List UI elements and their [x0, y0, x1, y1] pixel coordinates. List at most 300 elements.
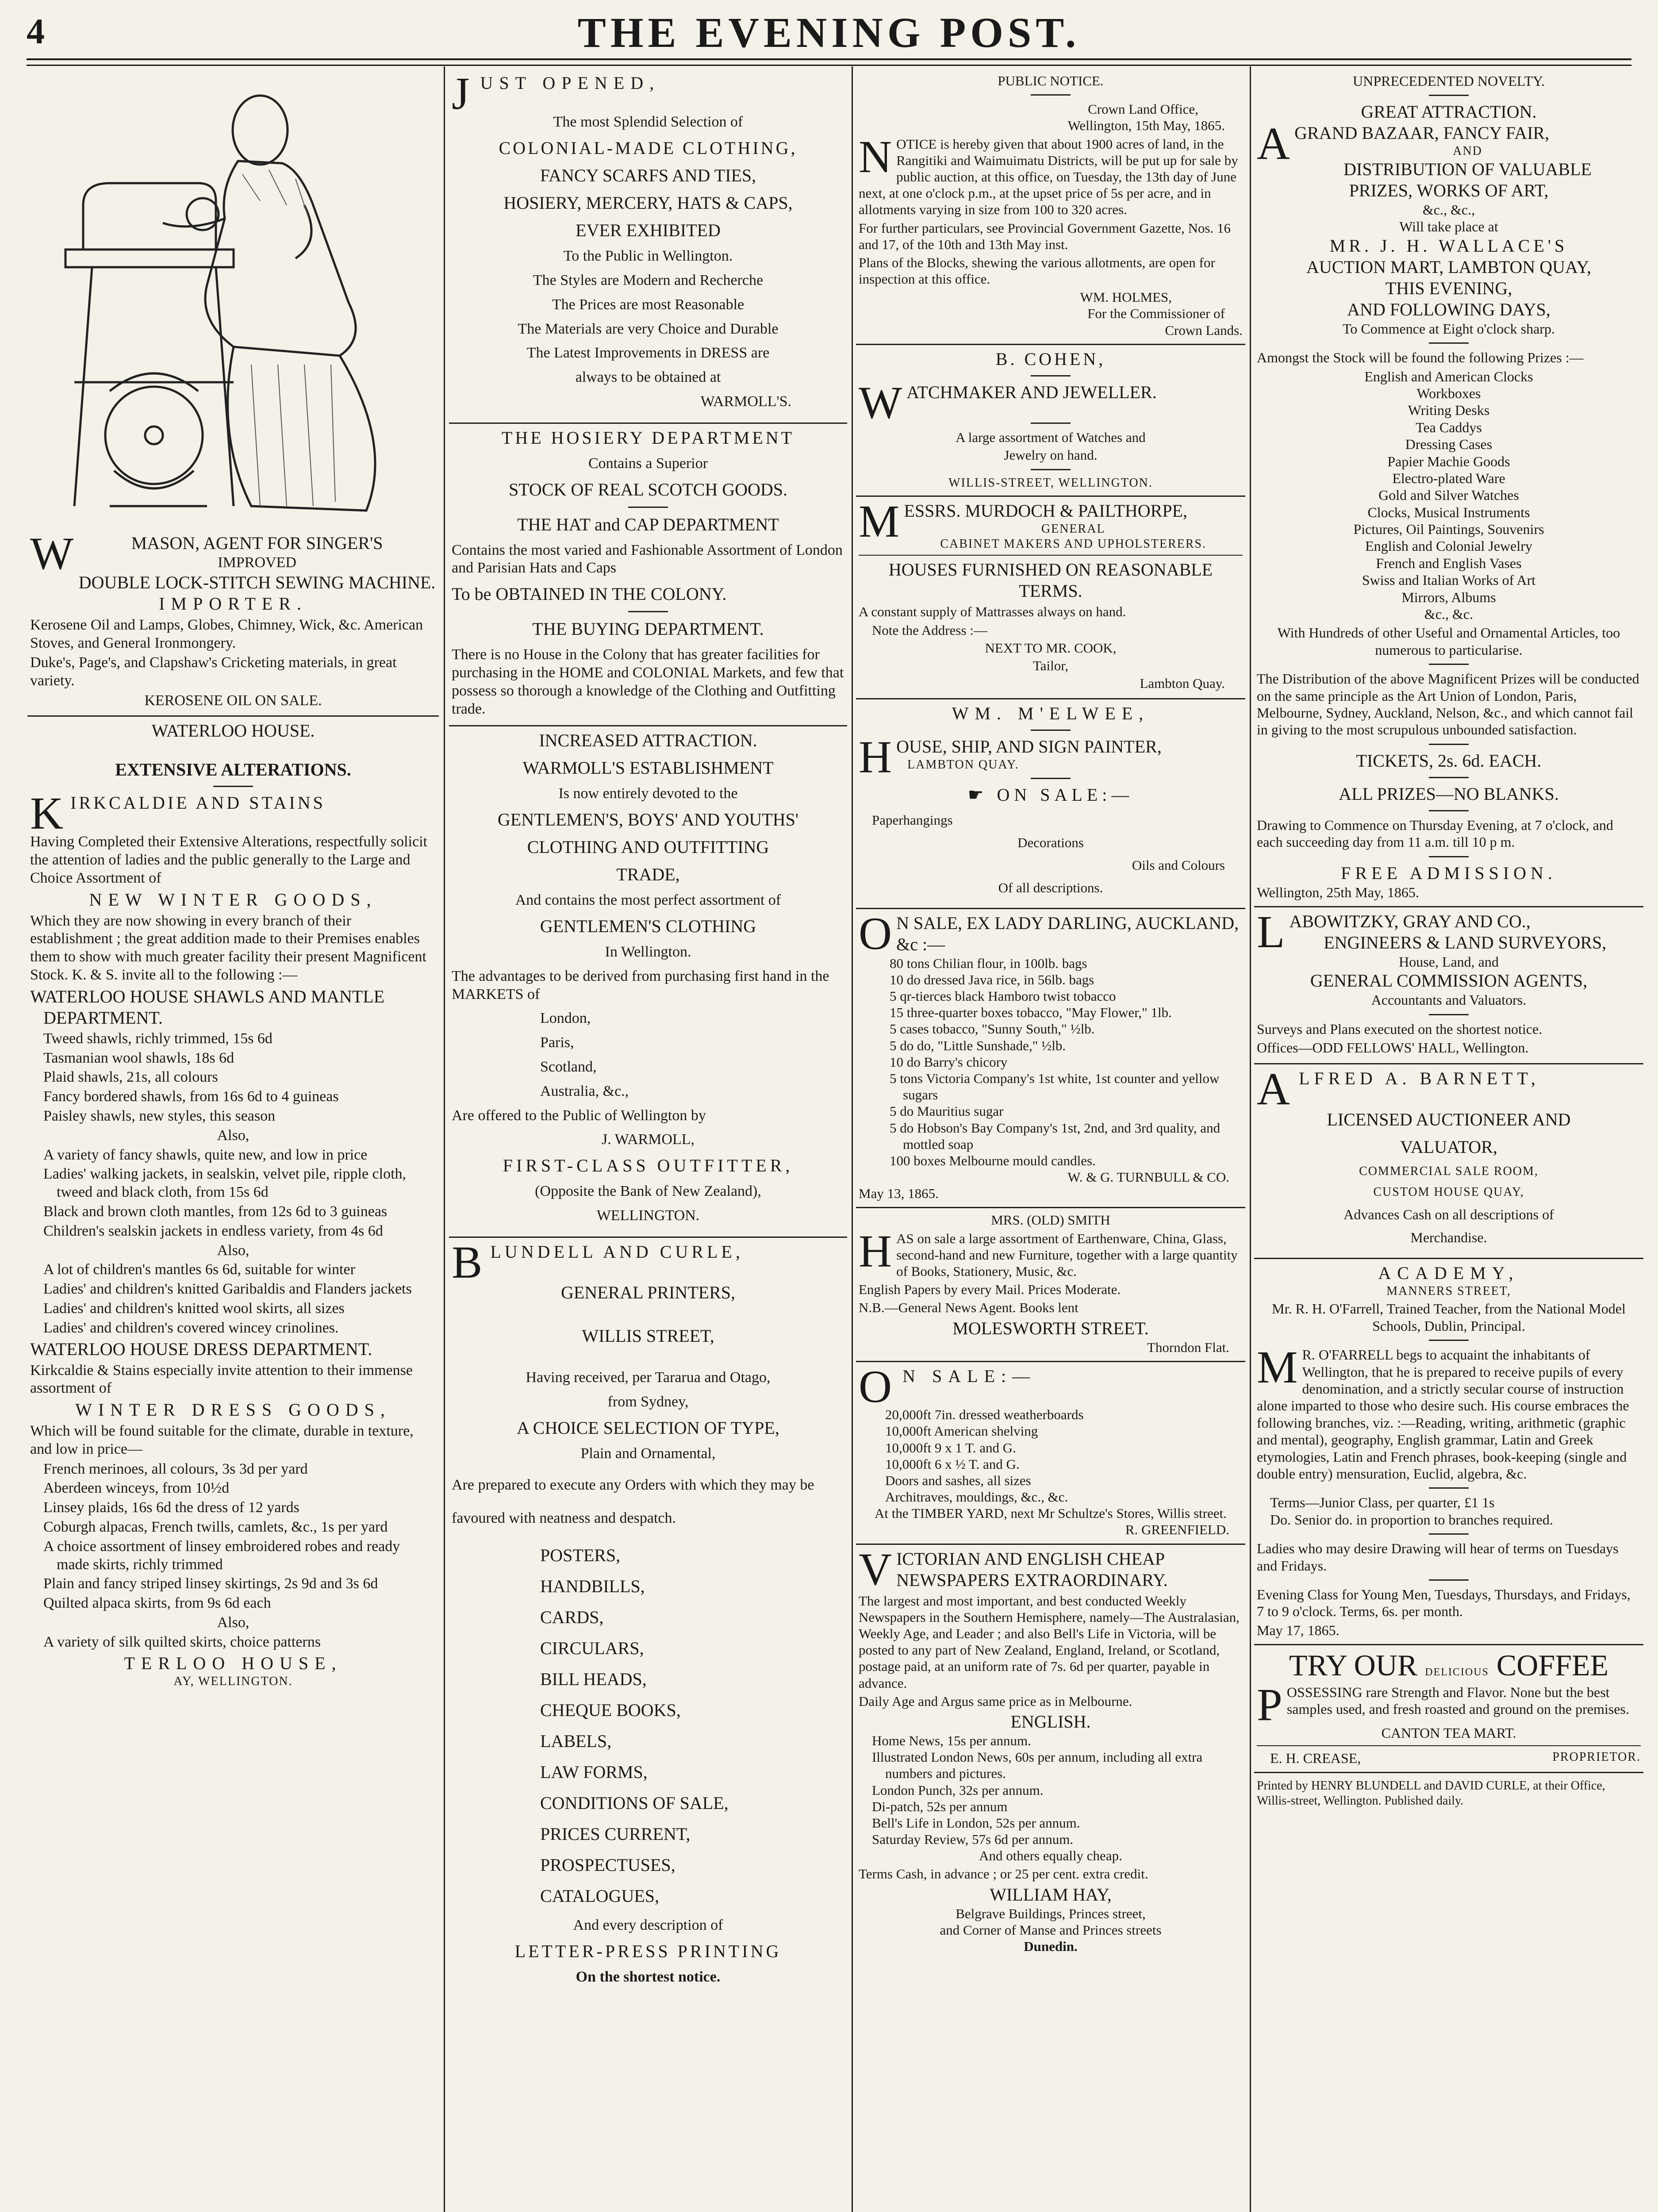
buying-heading: THE BUYING DEPARTMENT.	[532, 619, 764, 639]
ad-lady-darling	[856, 909, 1245, 1209]
increased-line: The advantages to be derived from purchasing first hand in the MARKETS of	[452, 968, 829, 1002]
coffee-signature: E. H. CREASE,	[1270, 1750, 1361, 1766]
list-item: Plaid shawls, 21s, all colours	[43, 1069, 218, 1086]
drop-cap: W	[30, 528, 74, 579]
blundell-line: Plain and Ornamental,	[580, 1445, 716, 1462]
divider	[1429, 664, 1469, 665]
buying-body: There is no House in the Colony that has greater facilities for purchasing in the HOME and COLONIAL Markets, and few that possess so thorough a knowledge of the Clothing and Outfitting trade.	[452, 646, 844, 717]
notice-line: Crown Land Office,	[1088, 101, 1198, 117]
list-item: London Punch, 32s per annum.	[872, 1782, 1044, 1798]
divider	[1429, 1487, 1469, 1489]
warmoll-line: FANCY SCARFS AND TIES,	[540, 165, 756, 186]
smith-body: AS on sale a large assortment of Earthenware, China, Glass, second-hand and new Furniture, together with a large quantity of Books, Stationery, Music, &c.	[896, 1230, 1238, 1279]
list-item: 20,000ft 7in. dressed weatherboards	[885, 1407, 1084, 1423]
ad-mrs-smith	[856, 1208, 1245, 1362]
ad-greenfield	[856, 1362, 1245, 1545]
academy-line: Evening Class for Young Men, Tuesdays, Thursdays, and Fridays, 7 to 9 o'clock. Terms, 6s. per month.	[1257, 1586, 1631, 1620]
bazaar-line: To Commence at Eight o'clock sharp.	[1343, 320, 1555, 337]
sewing-machine-icon	[30, 73, 428, 533]
list-item: Home News, 15s per annum.	[872, 1732, 1031, 1748]
list-item: Tasmanian wool shawls, 18s 6d	[43, 1049, 234, 1066]
blundell-line: Having received, per Tararua and Otago,	[526, 1369, 771, 1386]
divider	[1429, 744, 1469, 745]
city-item: Paris,	[540, 1034, 574, 1051]
list-item: 10,000ft American shelving	[885, 1423, 1038, 1439]
page-number: 4	[27, 11, 45, 51]
divider	[1429, 342, 1469, 344]
masthead-rule	[27, 58, 1631, 66]
academy-terms: Terms—Junior Class, per quarter, £1 1s	[1270, 1494, 1495, 1511]
column-3	[856, 69, 1245, 2212]
column-rule	[1250, 66, 1251, 2212]
list-item: 10 do dressed Java rice, in 56lb. bags	[890, 972, 1094, 987]
blundell-line: A CHOICE SELECTION OF TYPE,	[517, 1417, 779, 1438]
list-item: CATALOGUES,	[540, 1886, 660, 1906]
barnett-line: COMMERCIAL SALE ROOM,	[1359, 1164, 1539, 1178]
list-item: CONDITIONS OF SALE,	[540, 1793, 729, 1813]
dress-list	[30, 1460, 436, 1651]
labowitzky-line: Accountants and Valuators.	[1371, 992, 1527, 1008]
list-item: Ladies' and children's knitted wool skirts, all sizes	[43, 1300, 345, 1317]
labowitzky-heading: ABOWITZKY, GRAY AND CO.,	[1289, 911, 1531, 931]
bazaar-line: AUCTION MART, LAMBTON QUAY,	[1306, 257, 1591, 277]
divider	[1429, 95, 1469, 96]
academy-body: R. O'FARRELL begs to acquaint the inhabitants of Wellington, that he is prepared to receive pupils of every denomination, and a strictly secular course of instruction alone imparted to those who desire such. His course embraces the following branches, viz. :—Reading, writing, arithmetic (graphic and mental), geography, English grammar, Latin and Greek etymologies, Latin and French phrases, book-keeping (single and double entry) mensuration, Euclid, algebra, &c.	[1257, 1347, 1629, 1482]
barnett-line: LICENSED AUCTIONEER AND	[1327, 1109, 1571, 1129]
divider	[1429, 1579, 1469, 1581]
ad-labowitzky	[1254, 907, 1643, 1065]
barnett-line: CUSTOM HOUSE QUAY,	[1373, 1185, 1524, 1199]
prize-list	[1257, 368, 1641, 623]
newspaper-title: THE EVENING POST.	[577, 9, 1081, 56]
mcelwee-heading: WM. M'ELWEE,	[952, 703, 1150, 724]
list-item: 15 three-quarter boxes tobacco, "May Flower," 1lb.	[890, 1005, 1172, 1021]
mason-body-2: Duke's, Page's, and Clapshaw's Cricketing materials, in great variety.	[30, 654, 397, 689]
list-item: Clocks, Musical Instruments	[1367, 504, 1530, 520]
divider	[1429, 856, 1469, 857]
bazaar-heading-2: GREAT ATTRACTION.	[1361, 102, 1537, 122]
drop-cap: L	[1257, 906, 1285, 957]
ad-william-hay	[856, 1545, 1245, 1960]
greenfield-line: At the TIMBER YARD, next Mr Schultze's Stores, Willis street.	[875, 1505, 1227, 1521]
murdoch-line: Tailor,	[1032, 657, 1069, 673]
murdoch-line: GENERAL	[1041, 522, 1105, 536]
ad-public-notice	[856, 69, 1245, 345]
list-item: Paisley shawls, new styles, this season	[43, 1107, 276, 1124]
coffee-proprietor: PROPRIETOR.	[1552, 1750, 1641, 1764]
drop-cap: M	[1257, 1342, 1298, 1393]
mason-heading: MASON, AGENT FOR SINGER'S	[131, 533, 383, 553]
list-item: And others equally cheap.	[979, 1848, 1122, 1864]
imprint	[1254, 1773, 1643, 1815]
murdoch-line: HOUSES FURNISHED ON REASONABLE TERMS.	[888, 560, 1213, 601]
divider	[1429, 810, 1469, 811]
bazaar-line: PRIZES, WORKS OF ART,	[1349, 180, 1549, 200]
cohen-line: ATCHMAKER AND JEWELLER.	[906, 382, 1157, 402]
city-item: Australia, &c.,	[540, 1083, 629, 1099]
increased-line: (Opposite the Bank of New Zealand),	[535, 1183, 761, 1200]
waterloo-firm: IRKCALDIE AND STAINS	[70, 792, 326, 813]
warmoll-line: HOSIERY, MERCERY, HATS & CAPS,	[503, 193, 793, 213]
drop-cap: O	[859, 908, 892, 959]
notice-body-3: Plans of the Blocks, shewing the various allotments, are open for inspection at this office.	[859, 254, 1215, 287]
coffee-heading-2: DELICIOUS	[1425, 1667, 1489, 1678]
coffee-body: OSSESSING rare Strength and Flavor. None but the best samples used, and fresh roasted and ground on the premises.	[1286, 1684, 1629, 1717]
hay-address: and Corner of Manse and Princes streets	[940, 1922, 1162, 1938]
list-item: Writing Desks	[1408, 402, 1490, 419]
increased-line: In Wellington.	[605, 943, 691, 960]
drop-cap: M	[859, 496, 900, 547]
darling-heading: N SALE, EX LADY DARLING, AUCKLAND, &c :—	[896, 913, 1239, 954]
list-item: English and American Clocks	[1364, 368, 1533, 384]
divider	[1031, 94, 1071, 96]
bazaar-line: AND FOLLOWING DAYS,	[1347, 299, 1551, 319]
list-item: A choice assortment of linsey embroidered robes and ready made skirts, richly trimmed	[43, 1538, 400, 1573]
list-item: French merinoes, all colours, 3s 3d per yard	[43, 1460, 308, 1477]
list-item: Quilted alpaca skirts, from 9s 6d each	[43, 1595, 271, 1612]
murdoch-line: A constant supply of Mattrasses always on hand.	[859, 604, 1126, 620]
greenfield-signature: R. GREENFIELD.	[1125, 1522, 1229, 1538]
increased-line: Is now entirely devoted to the	[558, 785, 738, 802]
divider	[1429, 1340, 1469, 1341]
list-item: Dressing Cases	[1405, 436, 1493, 453]
warmoll-line: The most Splendid Selection of	[553, 114, 743, 131]
divider	[628, 507, 668, 508]
list-item: Also,	[217, 1127, 249, 1144]
divider	[1031, 469, 1071, 470]
waterloo-intro-2: Which they are now showing in every branch of their establishment ; the great addition made to their Premises enables them to show with much greater facility their present Magnificent Stock. K. & S. invite all to the following :—	[30, 912, 427, 983]
blundell-line: WILLIS STREET,	[582, 1326, 714, 1346]
shawls-heading: WATERLOO HOUSE SHAWLS AND MANTLE DEPARTMENT.	[30, 986, 385, 1028]
list-item: A variety of silk quilted skirts, choice patterns	[43, 1633, 321, 1650]
dress-heading: WATERLOO HOUSE DRESS DEPARTMENT.	[30, 1339, 372, 1359]
cohen-heading: B. COHEN,	[995, 349, 1106, 369]
list-item: Black and brown cloth mantles, from 12s 6d to 3 guineas	[43, 1203, 388, 1220]
ad-warmoll-just-opened	[449, 69, 847, 424]
bazaar-line: THIS EVENING,	[1385, 278, 1512, 298]
divider	[213, 786, 253, 787]
mason-body-1: Kerosene Oil and Lamps, Globes, Chimney, Wick, &c. American Stoves, and General Ironmongery.	[30, 616, 423, 651]
drop-cap: K	[30, 787, 66, 839]
coffee-heading-3: COFFEE	[1496, 1648, 1609, 1682]
darling-signature: W. & G. TURNBULL & CO.	[1067, 1169, 1229, 1185]
list-item: Architraves, mouldings, &c., &c.	[885, 1489, 1068, 1505]
list-item: 80 tons Chilian flour, in 100lb. bags	[890, 955, 1087, 971]
list-item: CHEQUE BOOKS,	[540, 1700, 681, 1720]
list-item: 5 do do, "Little Sunshade," ½lb.	[890, 1037, 1066, 1053]
list-item: LAW FORMS,	[540, 1762, 648, 1782]
list-item: 10 do Barry's chicory	[890, 1054, 1008, 1070]
mcelwee-line: OUSE, SHIP, AND SIGN PAINTER,	[896, 737, 1162, 757]
list-item: LABELS,	[540, 1731, 612, 1751]
academy-line: MANNERS STREET,	[1386, 1284, 1511, 1298]
bazaar-line: Amongst the Stock will be found the following Prizes :—	[1257, 349, 1584, 366]
murdoch-line: CABINET MAKERS AND UPHOLSTERERS.	[940, 537, 1207, 551]
hay-heading: ICTORIAN AND ENGLISH CHEAP NEWSPAPERS EXTRAORDINARY.	[896, 1548, 1168, 1590]
divider	[1031, 375, 1071, 376]
hat-heading: THE HAT and CAP DEPARTMENT	[517, 514, 779, 534]
increased-line: TRADE,	[616, 864, 680, 885]
notice-signature: Crown Lands.	[1165, 322, 1243, 338]
academy-date: May 17, 1865.	[1257, 1622, 1339, 1638]
academy-terms: Do. Senior do. in proportion to branches required.	[1270, 1511, 1553, 1528]
list-item: Aberdeen winceys, from 10½d	[43, 1480, 230, 1497]
divider	[1429, 1014, 1469, 1015]
notice-signature: WM. HOLMES,	[1080, 289, 1172, 305]
hay-address: Belgrave Buildings, Princes street,	[956, 1905, 1146, 1921]
mason-machine: DOUBLE LOCK-STITCH SEWING MACHINE.	[78, 572, 436, 592]
shawls-list	[30, 1030, 436, 1337]
list-item: A lot of children's mantles 6s 6d, suitable for winter	[43, 1261, 355, 1278]
divider	[859, 555, 1243, 556]
murdoch-heading: ESSRS. MURDOCH & PAILTHORPE,	[904, 501, 1188, 521]
bazaar-prizes: ALL PRIZES—NO BLANKS.	[1339, 783, 1559, 804]
greenfield-list	[859, 1406, 1243, 1505]
drop-cap: V	[859, 1544, 892, 1595]
list-item: Di-patch, 52s per annum	[872, 1798, 1008, 1814]
smith-line: MOLESWORTH STREET.	[952, 1318, 1149, 1338]
bazaar-heading: UNPRECEDENTED NOVELTY.	[1353, 73, 1545, 89]
murdoch-line: Note the Address :—	[872, 622, 987, 638]
drop-cap: A	[1257, 1064, 1295, 1115]
labowitzky-line: Offices—ODD FELLOWS' HALL, Wellington.	[1257, 1040, 1529, 1056]
list-item: Children's sealskin jackets in endless variety, from 4s 6d	[43, 1222, 383, 1239]
drop-cap: N	[859, 131, 892, 182]
ad-mcelwee	[856, 699, 1245, 909]
hat-body: Contains the most varied and Fashionable Assortment of London and Parisian Hats and Caps	[452, 541, 843, 576]
blundell-line: LETTER-PRESS PRINTING	[514, 1941, 782, 1961]
sewing-machine-illustration	[30, 73, 436, 533]
bazaar-line: DISTRIBUTION OF VALUABLE	[1343, 159, 1592, 179]
hay-body-2: Daily Age and Argus same price as in Melbourne.	[859, 1693, 1132, 1709]
hosiery-heading: THE HOSIERY DEPARTMENT	[501, 427, 795, 448]
blundell-line: GENERAL PRINTERS,	[560, 1283, 736, 1303]
murdoch-line: NEXT TO MR. COOK,	[985, 640, 1117, 656]
warmoll-heading: UST OPENED,	[480, 73, 660, 93]
list-item: Fancy bordered shawls, from 16s 6d to 4 guineas	[43, 1088, 339, 1105]
increased-line: WARMOLL'S ESTABLISHMENT	[522, 758, 774, 778]
list-item: &c., &c.	[1424, 606, 1474, 622]
dress-intro: Kirkcaldie & Stains especially invite attention to their immense assortment of	[30, 1362, 413, 1397]
coffee-line: CANTON TEA MART.	[1381, 1725, 1516, 1741]
increased-line: And contains the most perfect assortment of	[515, 892, 781, 909]
list-item: Papier Machie Goods	[1387, 453, 1510, 469]
drop-cap: A	[1257, 118, 1290, 169]
list-item: Of all descriptions.	[998, 880, 1103, 896]
increased-line: Are offered to the Public of Wellington by	[452, 1107, 706, 1124]
academy-line: Mr. R. H. O'Farrell, Trained Teacher, from the National Model Schools, Dublin, Principal.	[1272, 1301, 1626, 1334]
print-items	[452, 1545, 844, 1907]
divider	[628, 611, 668, 612]
smith-line: English Papers by every Mail. Prices Moderate.	[859, 1282, 1121, 1298]
increased-line: CLOTHING AND OUTFITTING	[527, 837, 769, 857]
waterloo-new-goods: NEW WINTER GOODS,	[89, 889, 377, 910]
divider	[1031, 422, 1071, 424]
waterloo-intro: Having Completed their Extensive Alterations, respectfully solicit the attention of ladies and the public generally to the Large and Choice Assortment of	[30, 833, 427, 886]
drop-cap: H	[859, 1225, 892, 1277]
divider	[1429, 777, 1469, 778]
ad-waterloo-house	[27, 717, 439, 1694]
list-item: 5 qr-tierces black Hamboro twist tobacco	[890, 988, 1116, 1004]
column-rule	[444, 66, 445, 2212]
drop-cap: B	[452, 1237, 486, 1288]
barnett-line: Merchandise.	[1410, 1229, 1487, 1246]
notice-body: OTICE is hereby given that about 1900 acres of land, in the Rangitiki and Waimuimatu Districts, will be put up for sale by public auction, at this office, on Tuesday, the 13th day of June next, at one o'clock p.m., at the upset price of 5s per acre, and in allotments varying in size from 100 to 320 acres.	[859, 136, 1238, 218]
ad-hosiery-department	[449, 424, 847, 727]
list-item: Tweed shawls, richly trimmed, 15s 6d	[43, 1030, 272, 1047]
blundell-line: from Sydney,	[607, 1393, 689, 1410]
increased-heading: INCREASED ATTRACTION.	[539, 730, 757, 751]
bazaar-line: GRAND BAZAAR, FANCY FAIR,	[1294, 123, 1550, 143]
mason-importer: IMPORTER.	[159, 593, 307, 614]
city-item: London,	[540, 1010, 591, 1027]
list-item: Bell's Life in London, 52s per annum.	[872, 1815, 1080, 1831]
divider	[1429, 1533, 1469, 1535]
list-item: 5 cases tobacco, "Sunny South," ½lb.	[890, 1021, 1095, 1037]
ad-barnett	[1254, 1064, 1643, 1259]
blundell-line: Are prepared to execute any Orders with which they may be favoured with neatness and despatch.	[452, 1477, 814, 1527]
increased-line: FIRST-CLASS OUTFITTER,	[503, 1156, 794, 1176]
list-item: Decorations	[1017, 835, 1084, 851]
blundell-line: And every description of	[573, 1917, 723, 1934]
drop-cap: H	[859, 732, 892, 783]
hay-terms: Terms Cash, in advance ; or 25 per cent. extra credit.	[859, 1866, 1148, 1882]
list-item: 100 boxes Melbourne mould candles.	[890, 1152, 1096, 1168]
cohen-line: WILLIS-STREET, WELLINGTON.	[948, 476, 1153, 490]
dress-goods: WINTER DRESS GOODS,	[75, 1400, 391, 1420]
bazaar-line: Will take place at	[1399, 219, 1498, 235]
list-item: Oils and Colours	[1132, 857, 1225, 873]
academy-line: Ladies who may desire Drawing will hear of terms on Tuesdays and Fridays.	[1257, 1540, 1619, 1574]
list-item: Doors and sashes, all sizes	[885, 1472, 1031, 1488]
warmoll-signature: WARMOLL'S.	[700, 393, 791, 410]
warmoll-line: COLONIAL-MADE CLOTHING,	[499, 138, 798, 158]
darling-date: May 13, 1865.	[859, 1186, 939, 1202]
labowitzky-line: GENERAL COMMISSION AGENTS,	[1310, 971, 1588, 991]
list-item: Swiss and Italian Works of Art	[1362, 572, 1536, 588]
warmoll-line: The Materials are very Choice and Durable	[518, 320, 779, 337]
list-item: CARDS,	[540, 1607, 604, 1628]
list-item: Mirrors, Albums	[1401, 589, 1496, 605]
city-item: Scotland,	[540, 1058, 597, 1075]
dress-intro-2: Which will be found suitable for the climate, durable in texture, and low in price—	[30, 1423, 414, 1457]
drop-cap: W	[859, 377, 902, 428]
smith-line: Thorndon Flat.	[1147, 1339, 1229, 1355]
warmoll-line: To the Public in Wellington.	[563, 248, 733, 265]
labowitzky-line: House, Land, and	[1399, 953, 1499, 970]
darling-list	[859, 955, 1243, 1169]
increased-line: WELLINGTON.	[596, 1207, 700, 1224]
list-item: Also,	[217, 1614, 249, 1631]
increased-line: J. WARMOLL,	[602, 1131, 695, 1148]
list-item: Saturday Review, 57s 6d per annum.	[872, 1832, 1074, 1847]
hosiery-line: STOCK OF REAL SCOTCH GOODS.	[508, 479, 788, 499]
list-item: Coburgh alpacas, French twills, camlets, &c., 1s per yard	[43, 1519, 388, 1536]
list-item: BILL HEADS,	[540, 1669, 647, 1690]
smith-line: N.B.—General News Agent. Books lent	[859, 1300, 1078, 1316]
ad-blundell-curle	[449, 1238, 847, 1998]
mcelwee-line: ON SALE:—	[997, 784, 1134, 805]
ad-canton-tea-mart	[1254, 1645, 1643, 1773]
ad-grand-bazaar	[1254, 69, 1643, 907]
warmoll-line: The Latest Improvements in DRESS are	[526, 345, 770, 361]
notice-heading: PUBLIC NOTICE.	[998, 73, 1104, 88]
barnett-line: VALUATOR,	[1400, 1137, 1497, 1157]
bazaar-free: FREE ADMISSION.	[1341, 863, 1557, 883]
hay-list	[859, 1732, 1243, 1864]
murdoch-line: Lambton Quay.	[1140, 676, 1225, 691]
bazaar-line: MR. J. H. WALLACE'S	[1329, 235, 1568, 256]
list-item: PROSPECTUSES,	[540, 1855, 675, 1875]
bazaar-line: AND	[1453, 144, 1482, 158]
blundell-heading: LUNDELL AND CURLE,	[490, 1241, 744, 1262]
waterloo-footer-2: AY, WELLINGTON.	[173, 1674, 293, 1688]
list-item: Gold and Silver Watches	[1378, 487, 1519, 503]
academy-heading: ACADEMY,	[1378, 1263, 1520, 1283]
warmoll-line: always to be obtained at	[575, 369, 721, 386]
divider	[1031, 730, 1071, 731]
hat-footer: To be OBTAINED IN THE COLONY.	[452, 584, 727, 604]
warmoll-line: The Styles are Modern and Recherche	[533, 272, 764, 288]
mason-footer: KEROSENE OIL ON SALE.	[144, 692, 322, 709]
notice-signature: For the Commissioner of	[1087, 306, 1225, 322]
hay-english: ENGLISH.	[1010, 1711, 1091, 1732]
list-item: 5 tons Victoria Company's 1st white, 1st counter and yellow sugars	[890, 1070, 1220, 1103]
list-item: Ladies' and children's knitted Garibaldis and Flanders jackets	[43, 1281, 412, 1298]
list-item: French and English Vases	[1376, 555, 1522, 571]
ad-cohen	[856, 345, 1245, 497]
bazaar-line: &c., &c.,	[1422, 201, 1475, 218]
labowitzky-line: ENGINEERS & LAND SURVEYORS,	[1324, 932, 1607, 952]
smith-heading: MRS. (OLD) SMITH	[991, 1212, 1110, 1228]
greenfield-heading: N SALE:—	[902, 1366, 1036, 1386]
column-2	[449, 69, 847, 2212]
list-item: Ladies' and children's covered wincey crinolines.	[43, 1319, 339, 1336]
list-item: Linsey plaids, 16s 6d the dress of 12 yards	[43, 1499, 299, 1516]
divider	[1257, 1745, 1641, 1746]
waterloo-footer-1: TERLOO HOUSE,	[124, 1653, 342, 1673]
ad-academy	[1254, 1259, 1643, 1645]
barnett-heading: LFRED A. BARNETT,	[1299, 1068, 1540, 1089]
notice-body-2: For further particulars, see Provincial Government Gazette, Nos. 16 and 17, of the 10th and 13th May inst.	[859, 220, 1231, 252]
list-item: Ladies' walking jackets, in sealskin, velvet pile, ripple cloth, tweed and black cloth, from 15s 6d	[43, 1166, 407, 1201]
list-item: 5 do Hobson's Bay Company's 1st, 2nd, and 3rd quality, and mottled soap	[890, 1120, 1220, 1152]
bazaar-tickets: TICKETS, 2s. 6d. EACH.	[1356, 750, 1542, 771]
drop-cap: P	[1257, 1679, 1282, 1730]
coffee-heading-1: TRY OUR	[1289, 1648, 1418, 1682]
list-item: A variety of fancy shawls, quite new, and low in price	[43, 1146, 368, 1163]
drop-cap: J	[452, 69, 476, 119]
list-item: Workboxes	[1416, 385, 1481, 401]
list-item: Paperhangings	[872, 812, 953, 828]
bazaar-line: With Hundreds of other Useful and Ornamental Articles, too numerous to particularise.	[1277, 625, 1620, 658]
list-item: CIRCULARS,	[540, 1638, 644, 1659]
warmoll-line: EVER EXHIBITED	[576, 220, 721, 241]
labowitzky-line: Surveys and Plans executed on the shortest notice.	[1257, 1021, 1543, 1037]
increased-line: GENTLEMEN'S CLOTHING	[540, 916, 756, 936]
list-item: Tea Caddys	[1416, 419, 1482, 435]
list-item: Pictures, Oil Paintings, Souvenirs	[1353, 521, 1544, 538]
list-item: 10,000ft 9 x 1 T. and G.	[885, 1440, 1016, 1455]
cohen-line: A large assortment of Watches and	[956, 430, 1146, 445]
list-item: PRICES CURRENT,	[540, 1824, 691, 1844]
list-item: Electro-plated Ware	[1392, 470, 1505, 486]
hand-pointer-icon: ☛	[967, 784, 997, 805]
column-rule	[852, 66, 853, 2212]
list-item: 10,000ft 6 x ½ T. and G.	[885, 1456, 1020, 1472]
blundell-line: On the shortest notice.	[576, 1968, 721, 1985]
list-item: English and Colonial Jewelry	[1365, 538, 1532, 554]
